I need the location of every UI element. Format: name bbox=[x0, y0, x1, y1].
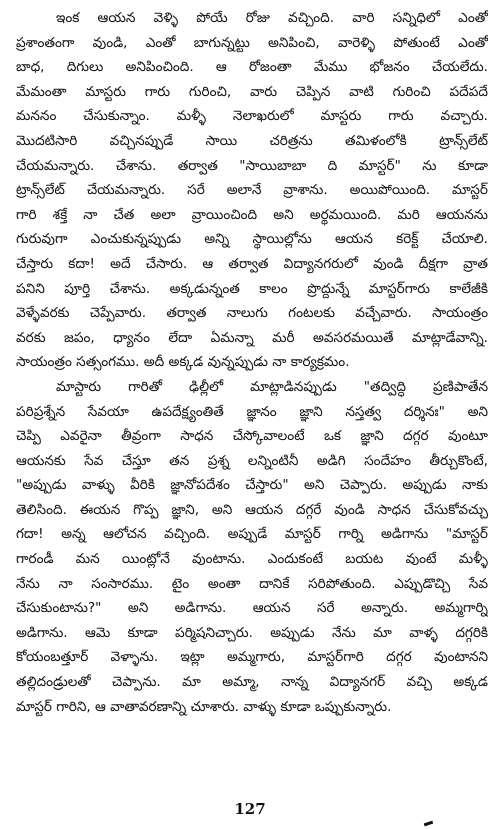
text-line: చెప్పి ఎవరైనా తీవ్రంగా సాధన చేస్కోవాలంటే ఒక జ్ఞాని దగ్గర వుంటూ bbox=[16, 428, 488, 445]
text-line: గదా! అన్న ఆలోచన వచ్చింది. అప్పుడే మాస్టర్ గార్ని అడిగాను "మాస్టర్ bbox=[16, 526, 488, 543]
text-line: గారి శక్తే నా చేత అలా వ్రాయించింది అని అర్థమయింది. మరి ఆయనను bbox=[16, 206, 488, 223]
text-line: చేయమన్నారు. చేశాను. తర్వాత "సాయిబాబా ది మాస్టర్" ను కూడా bbox=[16, 157, 488, 174]
text-line: ఇంక ఆయన వెళ్ళి పోయే రోజు వచ్చింది. వారి సన్నిధిలో ఎంతో bbox=[56, 10, 488, 26]
text-line: గురువుగా ఎంచుకున్నప్పుడు అన్ని స్థాయిల్లోను ఆయన కరెక్ట్ చేయాలి. bbox=[16, 231, 488, 248]
text-line: చేస్తారు కదా! అదే చేసారు. ఆ తర్వాత విద్యానగరులో వుండి దీక్షగా వ్రాత bbox=[16, 255, 488, 272]
paragraph-2 bbox=[16, 375, 488, 719]
text-line: అడిగాను. ఆమె కూడా పర్మిషనిచ్చారు. అప్పుడు నేను మా వాళ్ళ దగ్గరికి bbox=[16, 624, 488, 641]
page-number: 127 bbox=[234, 800, 266, 818]
text-line: సాయంత్రం సత్సంగము. అదీ అక్కడ వున్నప్పుడు నా కార్యక్రమం. bbox=[16, 354, 350, 371]
text-line: వరకు జపం, ధ్యానం లేదా ఏమన్నా మరీ అవసరమయితే మాట్లాడేవాన్ని. bbox=[16, 329, 488, 346]
text-line: ఆయనకు సేవ చేస్తూ తన ప్రశ్న లన్నింటినీ అడిగి సందేహం తీర్చుకొంటే, bbox=[16, 452, 488, 469]
text-line: మాస్టారు గారితో ఢిల్లీలో మాట్లాడినప్పుడు "తద్విద్ధి ప్రణిపాతేన bbox=[56, 378, 488, 395]
body-text bbox=[16, 6, 488, 719]
text-line: వెళ్ళేవరకు చెప్పేవారు. తర్వాత నాలుగు గంటలకు వచ్చేవారు. సాయంత్రం bbox=[16, 305, 488, 322]
text-line: పనిని పూర్తి చేశాను. అక్కడున్నంత కాలం ప్రొద్దున్నే మాస్టర్‌గారు కాలేజీకి bbox=[16, 280, 488, 297]
text-line: తల్లిదండ్రులతో చెప్పాను. మా అమ్మా, నాన్న విద్యానగర్ వచ్చి అక్కడ bbox=[16, 674, 488, 691]
text-line: ప్రశాంతంగా వుండి, ఎంతో బాగున్నట్టు అనిపించి, వారెళ్ళి పోతుంటే ఎంతో bbox=[16, 34, 488, 51]
text-line: పరిప్రశ్నేన సేవయా ఉపదేక్ష్యంతితే జ్ఞానం జ్ఞాని నస్తత్వ దర్శినః" అని bbox=[16, 403, 488, 420]
text-line: నేను నా సంసారము. టైం అంతా దానికే సరిపోతుంది. ఎప్పుడొచ్చి సేవ bbox=[16, 575, 488, 592]
text-line: తెలిసింది. ఈయన గొప్ప జ్ఞాని, అని ఆయన దగ్గరే వుండి సాధన చేసుకోవచ్చు bbox=[16, 501, 488, 518]
text-line: బాధ, దిగులు అనిపించింది. ఆ రోజంతా మేము భోజనం చేయలేదు. bbox=[16, 59, 488, 76]
text-line: మాస్టర్ గారిని, ఆ వాతావరణాన్ని చూశారు. వాళ్ళు కూడా ఒప్పుకున్నారు. bbox=[16, 698, 392, 715]
text-line: మొదటిసారి వచ్చినప్పుడే సాయి చరిత్రను తమిళంలోకి ట్రాన్స్‌లేట్ bbox=[16, 132, 488, 149]
text-line: మేమంతా మాస్టరు గారు గురించి, వారు చెప్పిన వాటి గురించి పదేపదే bbox=[16, 83, 488, 100]
text-line: గారండీ మన యింట్లోనే వుంటాను. ఎందుకంటే బయట వుంటే మళ్ళీ bbox=[16, 551, 488, 568]
text-line: మననం చేసుకున్నాం. మళ్ళీ నెలాఖరులో మాస్టరు గారు వచ్చారు. bbox=[16, 108, 488, 125]
scan-mark bbox=[424, 821, 433, 827]
text-line: చేసుకుంటాను?" అని అడిగాను. ఆయన సరే అన్నారు. అమ్మగార్ని bbox=[16, 600, 488, 617]
text-line: "అప్పుడు వాళ్ళు వీరికి జ్ఞానోపదేశం చేస్తారు" అని చెప్పారు. అప్పుడు నాకు bbox=[16, 477, 488, 494]
text-line: ట్రాన్స్‌లేట్ చేయమన్నారు. సరే అలానే వ్రాశాను. అయిపోయింది. మాస్టర్ bbox=[16, 182, 488, 199]
paragraph-1 bbox=[16, 6, 488, 375]
text-line: కోయంబత్తూర్ వెళ్ళాను. ఇట్లా అమ్మగారు, మాస్టర్‌గారి దగ్గర వుంటానని bbox=[16, 649, 488, 666]
